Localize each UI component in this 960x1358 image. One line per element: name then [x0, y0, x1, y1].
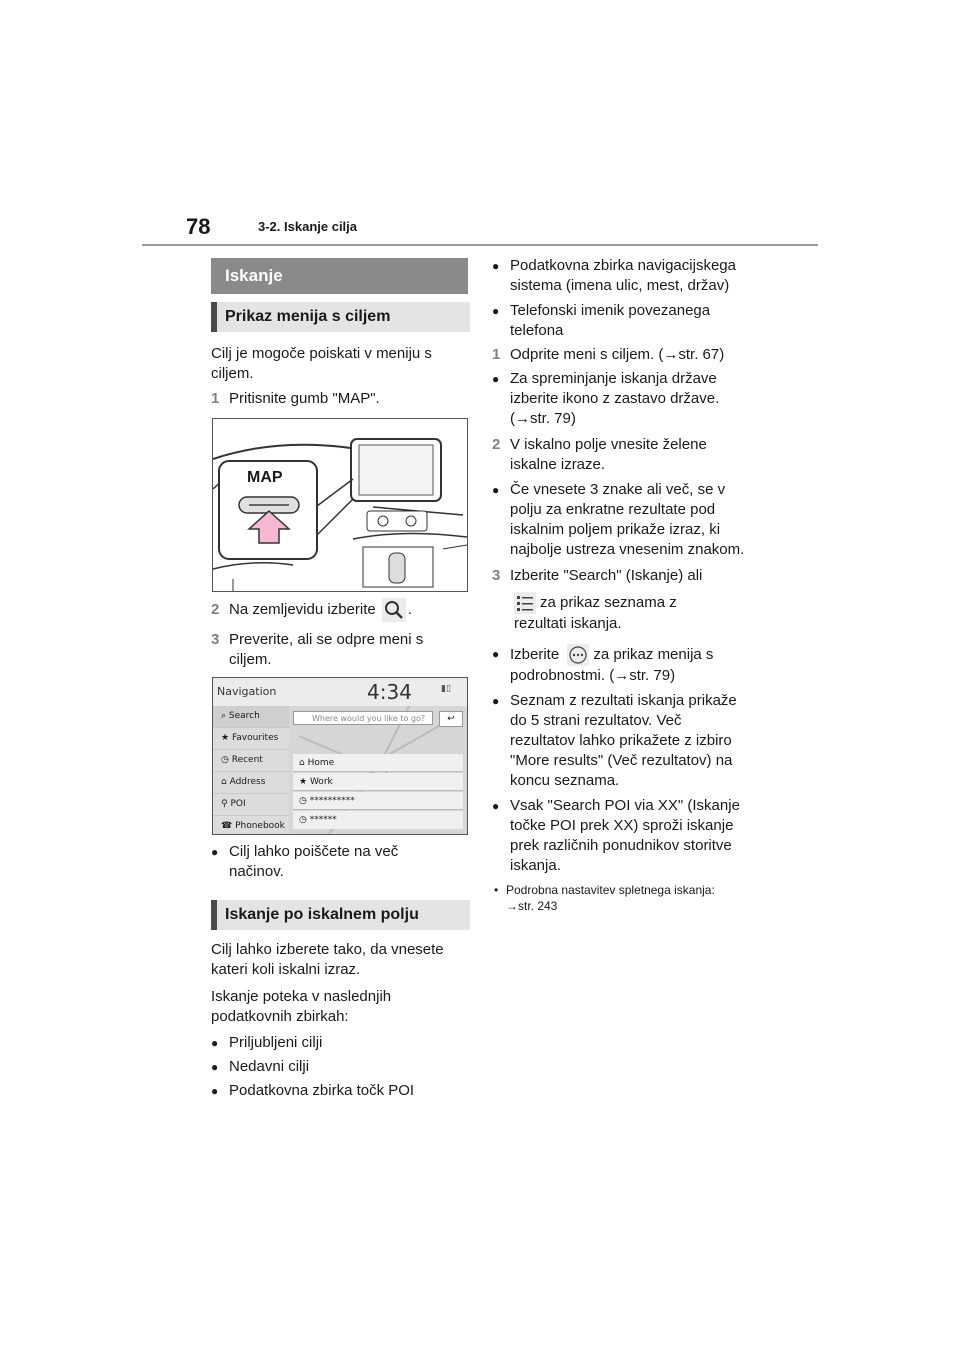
subhead-prikaz-menija: Prikaz menija s ciljem [211, 302, 470, 332]
bullet-seznam-rezultatov: ● Seznam z rezultati iskanja prikaže do 5 strani rezultatov. Več rezultatov lahko prikažete z izbiro "More results" (Več rezultatov) na koncu seznama. [492, 691, 740, 791]
right-step-1 [492, 345, 750, 365]
right-step-3 [492, 566, 750, 634]
nav-menu-favourites[interactable]: ★ Favourites [213, 728, 289, 750]
nav-clock: 4:34 [367, 680, 412, 704]
bullet-priljubljeni: ● Priljubljeni cilji [211, 1033, 469, 1053]
bullet-search-poi-via: ● Vsak "Search POI via XX" (Iskanje točke POI prek XX) sproži iskanje prek različnih ponudnikov storitve iskanja. [492, 796, 740, 876]
menu-label: Search [228, 711, 260, 721]
result-label: Work [309, 777, 333, 787]
step-number: 2 [211, 600, 220, 618]
step-number: 3 [492, 567, 501, 584]
nav-result-4[interactable]: ◷ ****** [293, 811, 463, 829]
paragraph-databases: Iskanje poteka v naslednjih podatkovnih zbirkah: [211, 988, 392, 1025]
more-options-icon [567, 644, 589, 666]
figure-dashboard [212, 418, 468, 592]
step-number: 3 [211, 631, 220, 648]
bullet-meni-podrobnosti [492, 644, 740, 686]
right-step-2 [492, 435, 750, 475]
step-text: Na zemljevidu izberite [229, 600, 376, 618]
bullet-nacini: ● Cilj lahko poiščete na več načinov. [211, 842, 429, 882]
step-2 [211, 598, 469, 622]
paragraph-search-term: Cilj lahko izberete tako, da vnesete kateri koli iskalni izraz. [211, 941, 444, 978]
step-text: V iskalno polje vnesite želene iskalne izraze. [510, 436, 707, 473]
nav-top-bar [213, 678, 467, 707]
bullet-enkratni-rezultati: ● Če vnesete 3 znake ali več, se v polju za enkratne rezultate pod iskalnim poljem prikaže izraz, ki najbolje ustreza vnesenim znakom. [492, 480, 746, 560]
nav-result-work[interactable]: ★ Work [293, 773, 463, 791]
nav-result-home[interactable]: ⌂ Home [293, 754, 463, 772]
bullet-zastava-drzave: ● Za spreminjanje iskanja države izberite ikono z zastavo države. (→str. 79) [492, 369, 740, 429]
bullet-text: Izberite [510, 645, 560, 663]
bullet-telefonski-imenik: ● Telefonski imenik povezanega telefona [492, 301, 740, 341]
nav-map-area [289, 706, 467, 834]
bullet-navigacijska-zbirka: ● Podatkovna zbirka navigacijskega sistema (imena ulic, mest, držav) [492, 256, 740, 296]
step-text-end: . [407, 600, 413, 618]
section-title: 3-2. Iskanje cilja [258, 219, 358, 234]
search-icon [382, 598, 406, 622]
nav-sidebar [213, 706, 289, 834]
menu-label: POI [230, 799, 246, 809]
step-1 [211, 389, 469, 409]
back-icon[interactable]: ↩ [439, 711, 463, 727]
map-button-label: MAP [247, 469, 283, 486]
header-rule [142, 244, 818, 246]
step-text: Preverite, ali se odpre meni s ciljem. [229, 631, 424, 668]
bullet-text: za prikaz menija s podrobnostmi. (→str. 79) [510, 645, 714, 684]
step-text: Pritisnite gumb "MAP". [229, 390, 380, 407]
note-spletno-iskanje: • Podrobna nastavitev spletnega iskanja: →str. 243 [492, 882, 716, 914]
menu-label: Phonebook [235, 821, 285, 831]
step-number: 2 [492, 436, 501, 453]
nav-menu-poi[interactable]: ⚲ POI [213, 794, 289, 816]
bullet-poi: ● Podatkovna zbirka točk POI [211, 1081, 469, 1101]
step-text: Odprite meni s ciljem. (→str. 67) [510, 346, 725, 363]
nav-menu-phonebook[interactable]: ☎ Phonebook [221, 821, 285, 831]
paragraph-intro: Cilj je mogoče poiskati v meniju s ciljem. [211, 345, 432, 382]
figure-navigation-screen [212, 677, 468, 835]
nav-title: Navigation [217, 685, 277, 698]
nav-menu-recent[interactable]: ◷ Recent [213, 750, 289, 772]
menu-label: Address [229, 777, 266, 787]
nav-menu-address[interactable]: ⌂ Address [213, 772, 289, 794]
nav-search-input[interactable]: Where would you like to go? [293, 711, 433, 725]
dashboard-illustration [213, 419, 467, 591]
nav-menu-search[interactable]: ⌕ Search [213, 706, 289, 728]
step-3 [211, 630, 469, 670]
result-label: Home [307, 758, 335, 768]
result-label: ****** [309, 815, 337, 825]
step-number: 1 [492, 346, 501, 363]
page-number: 78 [186, 214, 211, 239]
banner-iskanje: Iskanje [211, 258, 468, 294]
step-text-cont: za prikaz seznama z rezultati iskanja. [514, 593, 677, 632]
bullet-nedavni: ● Nedavni cilji [211, 1057, 469, 1077]
menu-label: Recent [231, 755, 263, 765]
list-icon [514, 592, 536, 614]
result-label: ********** [309, 796, 355, 806]
nav-result-3[interactable]: ◷ ********** [293, 792, 463, 810]
menu-label: Favourites [231, 733, 279, 743]
step-text: Izberite "Search" (Iskanje) ali [510, 567, 703, 584]
subhead-iskalno-polje: Iskanje po iskalnem polju [211, 900, 470, 930]
status-icons: ▮▯ [441, 684, 451, 694]
step-number: 1 [211, 390, 220, 407]
